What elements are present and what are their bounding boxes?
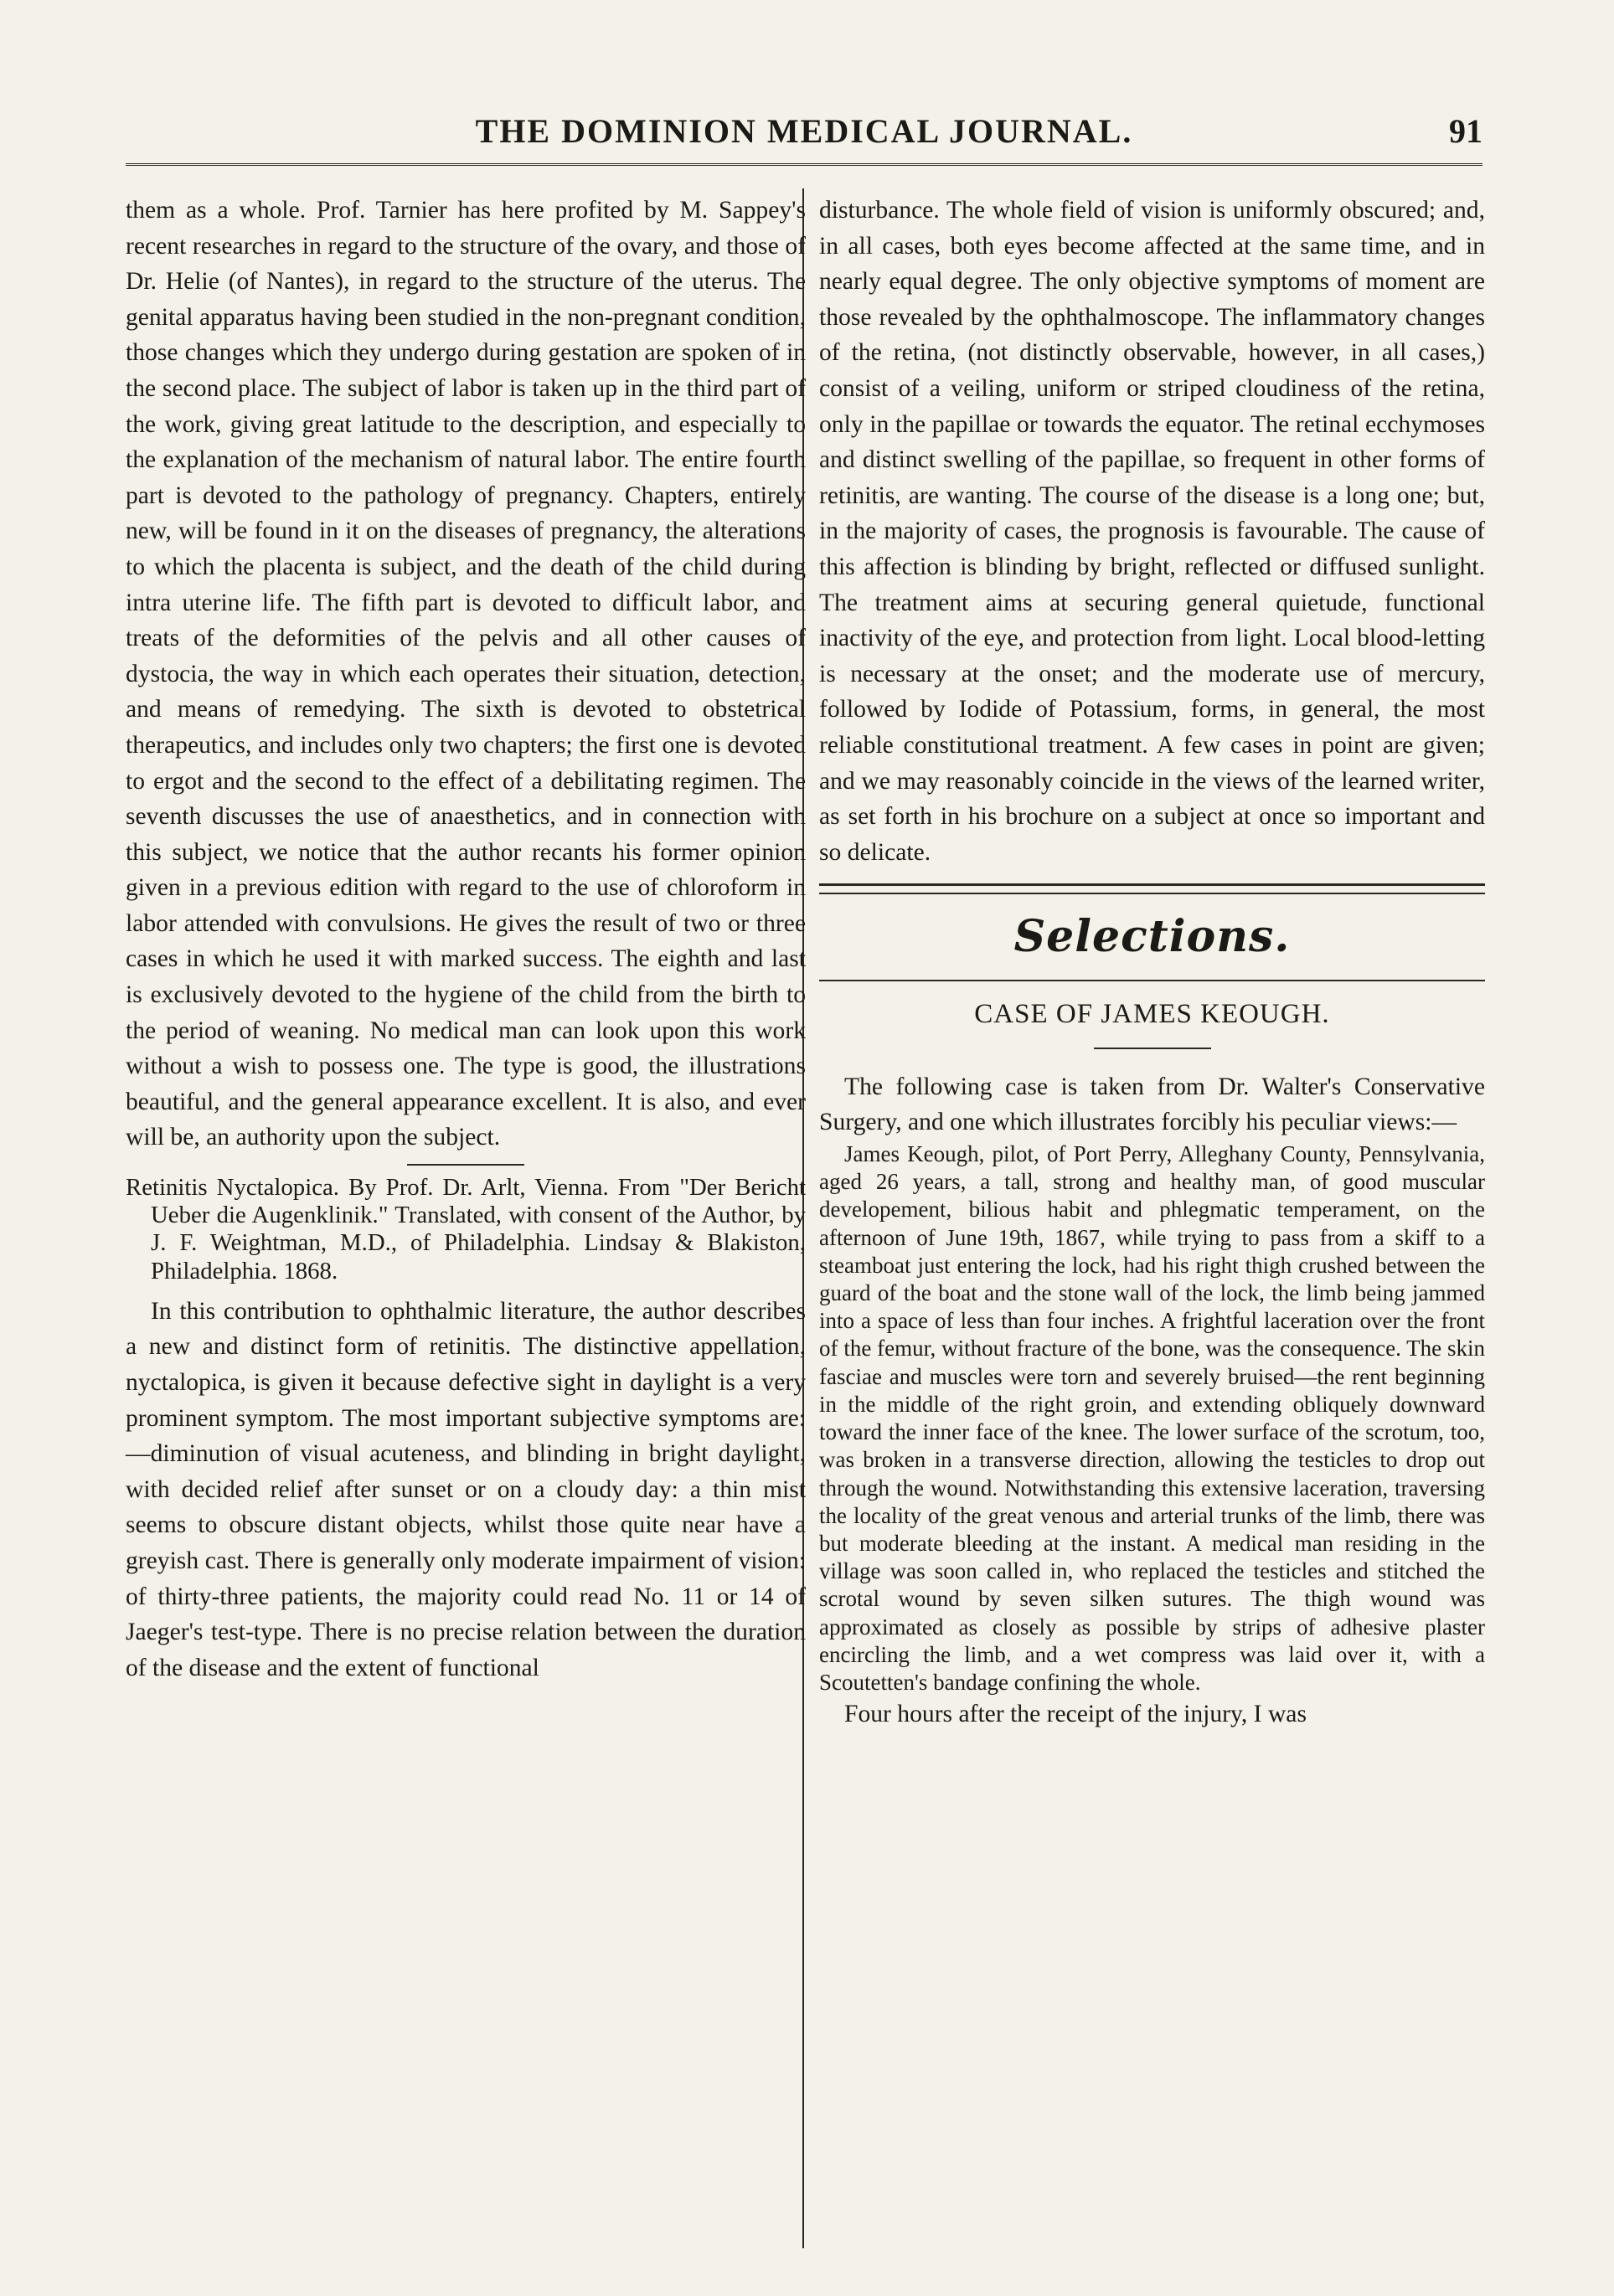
title-rule [1094, 1048, 1211, 1049]
section-title: Selections. [1013, 911, 1291, 963]
short-rule [407, 1164, 524, 1166]
book-review-heading: Retinitis Nyctalopica. By Prof. Dr. Arlt, Vienna. From "Der Bericht Ueber die Augenklinik." Translated, with consent of the Author, by J. F. Weightman, M.D., of Philadelphia. Lindsay & Blakiston, Philadelphia. 1868. [126, 1174, 806, 1284]
running-title: THE DOMINION MEDICAL JOURNAL. [475, 112, 1133, 150]
left-column [126, 193, 806, 1686]
article-intro: The following case is taken from Dr. Walter's Conservative Surgery, and one which illustrates forcibly his peculiar views:— [819, 1073, 1485, 1136]
section-double-rule [819, 883, 1485, 894]
section-rule [819, 980, 1485, 981]
book-review-end: disturbance. The whole field of vision is uniformly obscured; and, in all cases, both eyes become affected at the same time, and in nearly equal degree. The only objective symptoms of moment are those revealed by the ophthalmoscope. The inflammatory changes of the retina, (not distinctly observable, however, in all cases,) consist of a veiling, uniform or striped cloudiness of the retina, only in the papillae or towards the equator. The retinal ecchymoses and distinct swelling of the papillae, so frequent in other forms of retinitis, are wanting. The course of the disease is a long one; but, in the majority of cases, the prognosis is favourable. The cause of this affection is blinding by bright, reflected or diffused sunlight. The treatment aims at securing general quietude, functional inactivity of the eye, and protection from light. Local blood-letting is necessary at the onset; and the moderate use of mercury, followed by Iodide of Potassium, forms, in general, the most reliable constitutional treatment. A few cases in point are given; and we may reasonably coincide in the views of the learned writer, as set forth in his brochure on a subject at once so important and so delicate. [819, 197, 1485, 866]
case-report-continuation: Four hours after the receipt of the injury, I was [844, 1701, 1307, 1728]
right-column [819, 193, 1485, 1732]
case-report: James Keough, pilot, of Port Perry, Alleghany County, Pennsylvania, aged 26 years, a tall, strong and healthy man, of good muscular developement, bilious habit and phlegmatic temperament, on the afternoon of June 19th, 1867, while trying to pass from a skiff to a steamboat just entering the lock, had his right thigh crushed between the guard of the boat and the stone wall of the lock, the limb being jammed into a space of less than four inches. A frightful laceration over the front of the femur, without fracture of the bone, was the consequence. The skin fasciae and muscles were torn and severely bruised—the rent beginning in the middle of the right groin, and extending obliquely downward toward the inner face of the knee. The lower surface of the scrotum, too, was broken in a transverse direction, allowing the testicles to drop out through the wound. Notwithstanding this extensive laceration, traversing the locality of the great venous and arterial trunks of the limb, there was but moderate bleeding at the instant. A medical man residing in the village was soon called in, who replaced the testicles and stitched the scrotal wound by seven silken sutures. The thigh wound was approximated as closely as possible by strips of adhesive plaster encircling the limb, and a wet compress was laid over it, with a Scoutetten's bandage confining the whole. [819, 1141, 1485, 1695]
article-title: CASE OF JAMES KEOUGH. [974, 999, 1330, 1030]
book-review-body: In this contribution to ophthalmic literature, the author describes a new and distinct form of retinitis. The distinctive appellation, nyctalopica, is given it because defective sight in daylight is a very prominent symptom. The most important subjective symptoms are:—diminution of visual acuteness, and blinding in bright daylight, with decided relief after sunset or on a cloudy day: a thin mist seems to obscure distant objects, whilst those quite near have a greyish cast. There is generally only moderate impairment of vision: of thirty-three patients, the majority could read No. 11 or 14 of Jaeger's test-type. There is no precise relation between the duration of the disease and the extent of functional [126, 1297, 806, 1681]
page-number: 91 [1449, 112, 1483, 150]
book-review-continuation: them as a whole. Prof. Tarnier has here profited by M. Sappey's recent researches in regard to the structure of the ovary, and those of Dr. Helie (of Nantes), in regard to the structure of the uterus. The genital apparatus having been studied in the non-pregnant condition, those changes which they undergo during gestation are spoken of in the second place. The subject of labor is taken up in the third part of the work, giving great latitude to the description, and especially to the explanation of the mechanism of natural labor. The entire fourth part is devoted to the pathology of pregnancy. Chapters, entirely new, will be found in it on the diseases of pregnancy, the alterations to which the placenta is subject, and the death of the child during intra uterine life. The fifth part is devoted to difficult labor, and treats of the deformities of the pelvis and all other causes of dystocia, the way in which each operates their situation, detection, and means of remedying. The sixth is devoted to obstetrical therapeutics, and includes only two chapters; the first one is devoted to ergot and the second to the effect of a debilitating regimen. The seventh discusses the use of anaesthetics, and in connection with this subject, we notice that the author recants his former opinion given in a previous edition with regard to the use of chloroform in labor attended with convulsions. He gives the result of two or three cases in which he used it with marked success. The eighth and last is exclusively devoted to the hygiene of the child from the birth to the period of weaning. No medical man can look upon this work without a wish to possess one. The type is good, the illustrations beautiful, and the general appearance excellent. It is also, and ever will be, an authority upon the subject. [126, 197, 806, 1151]
page-header [126, 105, 1483, 166]
